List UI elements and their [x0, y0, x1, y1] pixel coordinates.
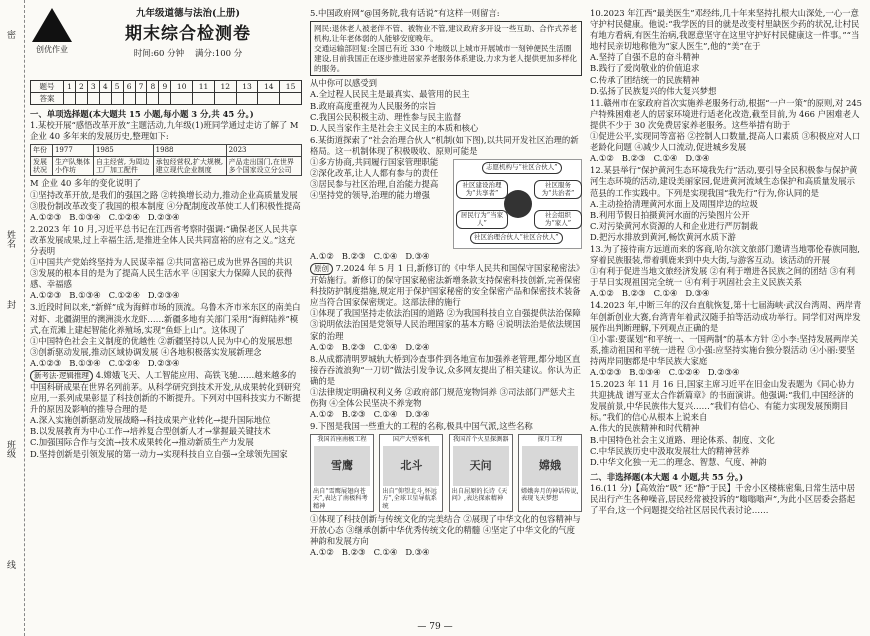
option[interactable]: D.中华文化独一无二的理念、智慧、气度、神韵	[590, 456, 767, 467]
poster-art: 天问	[453, 446, 509, 486]
option[interactable]: B.以发展教育为中心工作→培养复合型创新人才→掌握最关键技术	[30, 426, 271, 437]
option[interactable]: D.②③④	[147, 290, 180, 301]
diagram-node: 社会组织为“家人”	[534, 210, 582, 229]
option[interactable]: A.①②	[310, 409, 334, 420]
option[interactable]: C.①④	[373, 341, 398, 352]
name-label: 姓名	[5, 230, 15, 248]
answer-cell[interactable]	[280, 93, 302, 105]
option[interactable]: D.②③④	[147, 211, 180, 222]
option[interactable]: D.把污水排放到黄河,畅饮黄河水质下游	[590, 231, 736, 242]
question-items: ①中国特色社会主义制度的优越性 ②新疆坚持以人民为中心的发展思想 ③创新驱动发展,推动区域协调发展 ④各地积极落实发展新理念	[30, 335, 293, 357]
question-number: 14	[258, 81, 280, 93]
poster-art: 雪鹰	[314, 446, 370, 486]
options	[310, 409, 582, 420]
poster	[449, 434, 513, 512]
answer-row-label: 答案	[31, 93, 64, 105]
exam-subtitle: 九年级道德与法治(上册)	[136, 8, 240, 19]
question-13	[590, 244, 862, 299]
question-items: ①体现了我国坚持走依法治国的道路 ②为我国科技自立自强提供法治保障 ③说明依法治国是党领导人民治理国家的基本方略 ④说明法治是依法规国家的治理	[310, 308, 581, 341]
question-stem: 15.2023 年 11 月 16 日,国家主席习近平在旧金山发表题为《同心协力 共迎挑战 谱写亚太合作新篇章》的书面演讲。他强调:“我们,中国经济的发展前景,中华民族伟大复兴……”我们有信心、有能力实现发展预期目标。”我们的信心从根本上说来自	[590, 379, 855, 423]
option[interactable]: C.对污染黄河水资源的人和企业进行严厉制裁	[590, 220, 758, 231]
answer-table	[30, 80, 302, 105]
poster-caption: 我国首座南极工程	[317, 436, 367, 444]
diagram-node: 居民行为“当家人”	[456, 210, 508, 229]
question-11	[590, 98, 862, 165]
question-3	[30, 302, 302, 369]
question-items: ①有利于促进当地文旅经济发展 ②有利于增进各民族之间的团结 ③有利于早日实现祖国完全统一 ④有利于巩固社会主义民族关系	[590, 266, 855, 288]
option[interactable]: A.①②	[590, 153, 614, 164]
option[interactable]: B.②③	[621, 288, 646, 299]
option[interactable]: C.①②④	[108, 357, 140, 368]
question-stem: 14.2023 年,中断三年的汉台直航恢复,第十七届海峡·武汉台湾周、两岸青年创新创业大赛,台湾青年着武汉随手拍等活动成功举行。同学们对两岸发展作出判断理解,下列观点正确的是	[590, 300, 862, 333]
answer-cell[interactable]	[111, 93, 123, 105]
option[interactable]: B.②③	[341, 341, 366, 352]
option[interactable]: B.①③④	[69, 211, 101, 222]
table-header: 1977	[52, 145, 93, 156]
option[interactable]: D.②④	[405, 341, 430, 352]
options	[590, 288, 862, 299]
option[interactable]: C.加强国际合作与交流→技术成果转化→推动新质生产力发展	[30, 437, 254, 448]
option[interactable]: B.①③④	[69, 357, 101, 368]
question-stem: 8.从成都清明罗城轨大桥到冷查事件到各地宣布加强养老管理,都分地区直接吞吞流浪狗“一刀切”做法引发争议,众多网友提出了相关建议。你认为正确的是	[310, 353, 581, 386]
answer-cell[interactable]	[171, 93, 193, 105]
question-number: 15	[280, 81, 302, 93]
option[interactable]: C.①④	[373, 251, 398, 262]
options	[310, 547, 582, 558]
question-stem: 1.某校开展“感悟改革开放”主题活动,九年级(1)班同学通过走访了解了 M 企业 40 多年来的发展历史,整理如下:	[30, 120, 299, 142]
binding-margin	[0, 0, 25, 636]
question-stem: 11.赣州市在家政府首次实施养老服务行动,根据“一户一策”的原则,对 245 户特殊困难老人的居家环境进行适老化改造,截至目前,为 466 户困难老人提供不少于 30 次免费居家养老服务。这些举措有助于	[590, 97, 862, 130]
question-items: ①坚持改革开放,是我们的强国之路 ②转换增长动力,推动企业高质量发展 ③股份制改革改变了我国的根本制度 ④分配制度改革使工人们积极性提高	[30, 189, 301, 211]
question-stem: 6.某街道探索了“社会治理合伙人”机制(如下图),以共同开发社区治理的新格局。这一机制体现了积极吸收、原则可能是	[310, 134, 579, 156]
question-stem: M 企业 40 多年的变化说明了	[30, 178, 141, 189]
column-left	[30, 8, 302, 461]
options	[310, 251, 582, 262]
options	[310, 342, 582, 353]
option[interactable]: B.中国特色社会主义道路、理论体系、制度、文化	[590, 434, 775, 445]
governance-diagram	[453, 159, 582, 249]
option[interactable]: A.①②	[310, 547, 334, 558]
page-number: — 79 —	[417, 622, 453, 632]
q1-data-table	[30, 144, 302, 176]
option[interactable]: B.①③④	[629, 367, 661, 377]
answer-cell[interactable]	[193, 93, 215, 105]
question-stem: 16.(11 分)【高效治“吸” 还“静”于民】千舍小区楼栋密集,日常生活中居民出行产生各种噪音,居民经常被投诉的“嗡嗡嗡声”,为此小区居委会搭起了平台,这一个问题提交给社区居民代表讨论……	[590, 482, 856, 516]
question-stem: 3.近段时间以来,“新鲜”成为海鲜市场的顶流。乌鲁木齐市米东区的南美白对虾、北疆湖里的澳洲淡水龙虾……新疆多地有关部门采用“海鲜陆养”模式,在荒滩上建起智能化养殖场,实现“鱼虾上山”。这体现了	[30, 302, 301, 335]
option[interactable]: C.①④	[373, 547, 398, 558]
option[interactable]: C.①②④	[108, 211, 140, 222]
table-header: 年份	[31, 145, 53, 156]
answer-cell[interactable]	[258, 93, 280, 105]
option[interactable]: A.主动捡拾清理黄河水面上及周围岸边的垃圾	[590, 198, 758, 209]
option[interactable]: C.①②④	[108, 290, 140, 301]
question-16	[590, 483, 862, 516]
option[interactable]: D.③④	[405, 547, 430, 558]
answer-cell[interactable]	[159, 93, 171, 105]
option[interactable]: B.政府高度重视为人民服务的宗旨	[310, 100, 437, 111]
option[interactable]: D.③④	[685, 153, 710, 164]
poster-art: 北斗	[383, 446, 439, 486]
question-tag: 原创	[310, 263, 333, 275]
option[interactable]: D.弘扬了民族复兴的伟大复兴梦想	[590, 85, 717, 96]
diagram-hub-icon	[504, 190, 532, 218]
question-items: ①中国共产党始终坚持为人民谋幸福 ②共同富裕已成为世界各国的共识 ③发展的根本目的是为了提高人民生活水平 ④国家大力保障人民的获得感、幸福感	[30, 257, 293, 290]
question-stem: 从中你可以感受到	[310, 78, 377, 89]
answer-cell[interactable]	[75, 93, 87, 105]
brand-name: 创优作业	[36, 45, 68, 54]
option[interactable]: B.利用节假日拍摄黄河水面的污染图片公开	[590, 209, 750, 220]
section-heading: 二、非选择题(本大题 4 小题,共 55 分。)	[590, 471, 744, 482]
poster-art: 嫦娥	[522, 446, 578, 486]
question-stem: 7.2024 年 5 月 1 日,新修订的《中华人民共和国保守国家秘密法》开始施行。新修订的保守国家秘密法新增条款支持保密科技创新,完善保密科技防护制度措施,规定用于保护国家秘密的安全保密产品和保密技术装备应当符合国家保密规定。这部法律的施行	[310, 263, 581, 308]
table-header: 2023	[226, 145, 301, 156]
diagram-node: 志愿机构与“社区合伙人”	[482, 162, 562, 173]
table-cell: 产品走出国门,在世界多个国家设立分公司	[226, 156, 301, 176]
option[interactable]: C.传承了团结统一的民族精神	[590, 74, 700, 85]
option[interactable]: D.②③④	[707, 367, 740, 377]
poster-desc: 出自屈原的长诗《天问》,表达探索精神	[451, 487, 508, 503]
question-number: 1	[64, 81, 76, 93]
question-5	[310, 8, 582, 134]
table-cell: 自主经营, 为周边工厂加工配件	[93, 156, 153, 176]
question-14	[590, 300, 862, 378]
poster-caption: 国产大型客机	[392, 436, 430, 444]
question-items: ①促进公平,实现同等富裕 ②控制人口数量,提高人口素质 ③积极应对人口老龄化问题 ④减少人口流动,促进城乡发展	[590, 131, 861, 153]
question-items: ①法律规定明确权利义务 ②政府部门规范宠物饲养 ③司法部门严惩犬主伤狗 ④全体公民坚决不养宠物	[310, 386, 575, 409]
option[interactable]: A.①②	[310, 341, 334, 352]
option[interactable]: C.①④	[373, 409, 398, 420]
question-number: 7	[135, 81, 147, 93]
question-items: ①体现了科技创新与传统文化的完美结合 ②展现了中华文化的包容精神与开放心态 ③继承创新中华优秀传统文化的精髓 ④坚定了中华文化的气度神韵和发展方向	[310, 514, 581, 547]
question-items: ①多方协商,共同履行国家管理职能 ②深化改革,让人人都有参与的责任 ③居民参与社区治理,自治能力提高 ④坚持党的领导,治理的能力增强	[310, 157, 439, 201]
option[interactable]: C.①④	[653, 288, 678, 299]
seal-mark: 线	[5, 560, 15, 569]
option[interactable]: A.①②③	[590, 367, 622, 377]
question-8	[310, 354, 582, 421]
answer-cell[interactable]	[64, 93, 76, 105]
poster-desc: 出自“仰望北斗,怀远方”,全球卫星导航系统	[382, 487, 437, 510]
question-number: 2	[75, 81, 87, 93]
exam-meta	[74, 49, 302, 60]
column-middle	[310, 8, 582, 559]
option[interactable]: B.②③	[341, 547, 366, 558]
option[interactable]: D.②③④	[147, 357, 180, 368]
poster	[379, 434, 443, 512]
question-number: 10	[171, 81, 193, 93]
message-box: 网民:退休老人被老伴不管、被物业不管,建议政府多开设一些互助、合作式养老机构,让年老体弱的人能够安度晚年。 交通运输部回复:全国已有近 330 个地级以上城市开展城市一刻钟便民生活圈建设,目前我国正在逐步推进居家养老服务体系建设,力求为老人提供更加多样化的服务。	[310, 21, 582, 76]
question-number: 12	[214, 81, 236, 93]
brand-logo	[30, 8, 74, 64]
question-number: 4	[99, 81, 111, 93]
question-items: ①小霏:要谋划“和平统一、一国两制”的基本方针 ②小李:坚持发展两岸关系,推动祖国和平统一进程 ③小强:应坚持实施台独分裂活动 ④小丽:要坚持两岸同胞都是中华民族大家庭	[590, 333, 859, 366]
table-cell: 承包经营权,扩大规模,建立现代企业制度	[153, 156, 226, 176]
question-10	[590, 8, 862, 97]
option[interactable]: A.①②③	[30, 211, 62, 222]
option[interactable]: B.②③	[341, 251, 366, 262]
option[interactable]: A.全过程人民民主是最真实、最管用的民主	[310, 89, 470, 100]
answer-cell[interactable]	[214, 93, 236, 105]
question-12	[590, 165, 862, 243]
exam-title: 期末综合检测卷	[125, 23, 251, 44]
seal-mark: 封	[5, 300, 15, 309]
option[interactable]: A.①②③	[30, 357, 62, 368]
question-7	[310, 263, 582, 353]
question-9	[310, 421, 582, 558]
exam-score: 满分:100 分	[194, 48, 243, 59]
question-stem: 5.中国政府网“@国务院,我有话说”有这样一则留言:	[310, 8, 500, 18]
option[interactable]: B.②③	[341, 409, 366, 420]
diagram-node: 社区服务为“共治者”	[534, 180, 582, 199]
question-stem: 4.嫦娥飞天、人工智能应用、高铁飞驰……越来越多的中国科研成果在世界名列前茅。从科学研究到技术开发,从成果转化到研究应用,一系列成果彰显了科技创新的不断提升。下列对中国科技实力不断提升的原因及影响的推导合理的是	[30, 370, 301, 415]
question-1	[30, 120, 302, 223]
question-number: 13	[236, 81, 258, 93]
table-cell: 生产队集体小作坊	[52, 156, 93, 176]
option[interactable]: D.③④	[405, 409, 430, 420]
question-number: 5	[111, 81, 123, 93]
option[interactable]: D.③④	[685, 288, 710, 299]
options	[590, 153, 862, 164]
option[interactable]: A.伟大的民族精神和时代精神	[590, 423, 700, 434]
option[interactable]: C.①④	[653, 153, 678, 164]
option[interactable]: A.坚持了自强不息的奋斗精神	[590, 52, 700, 63]
question-stem: 2.2023 年 10 月,习近平总书记在江西省考察时强调:“确保老区人民共享改革发展成果,过上幸福生活,是推进全体人民共同富裕的应有之义。”这充分表明	[30, 223, 298, 257]
option[interactable]: D.坚持创新是引领发展的第一动力→实现科技自立自强→全球领先国家	[30, 448, 288, 459]
question-stem: 9.下图是我国一些重大的工程的名称,极具中国气派,这些名称	[310, 421, 533, 432]
answer-table-header: 题号	[31, 81, 64, 93]
question-stem: 12.某县举行“保护黄河生态环境我先行”活动,要引导全民积极参与保护黄河生态环境的活动,建设美丽家园,促进黄河流域生态保护和高质量发展示范县的工作实践中。下列是实现我国“我先行”行为,你认同的是	[590, 165, 858, 198]
options	[590, 367, 862, 378]
question-4	[30, 370, 302, 460]
table-header: 1985	[93, 145, 153, 156]
option[interactable]: C.中华民族历史中汲取发展壮大的精神营养	[590, 445, 750, 456]
options	[30, 290, 302, 301]
option[interactable]: C.我国公民积极主动、理性参与民主监督	[310, 111, 462, 122]
answer-cell[interactable]	[123, 93, 135, 105]
question-stem: 10.2023 年江西“最美医生”邓经纬,几十年来坚持扎根大山深处,一心一意守护村民健康。他说:“我学医的目的就是改变村里缺医少药的状况,让村民有地方看病,有医生治病,我愿意坚守在这里守护好村民健康这一件事。”“当地村民亲切地称他为“家人医生”,他的“美”在于	[590, 8, 860, 52]
option[interactable]: A.深入实施创新驱动发展战略→科技成果产业转化→提升国际地位	[30, 415, 271, 426]
answer-cell[interactable]	[147, 93, 159, 105]
poster-caption: 探月工程	[537, 436, 563, 444]
question-number: 3	[87, 81, 99, 93]
options	[30, 358, 302, 369]
answer-cell[interactable]	[236, 93, 258, 105]
poster-row	[310, 434, 582, 512]
exam-time: 时间:60 分钟	[133, 48, 185, 59]
answer-cell[interactable]	[135, 93, 147, 105]
poster-desc: 嫦娥奔月的神话传说,表现飞天梦想	[520, 487, 579, 503]
option[interactable]: D.人民当家作主是社会主义民主的本质和核心	[310, 122, 479, 133]
triangle-logo-icon	[32, 8, 72, 42]
poster	[518, 434, 582, 512]
question-number: 8	[147, 81, 159, 93]
question-15	[590, 379, 862, 468]
option[interactable]: B.①③④	[69, 290, 101, 301]
column-right	[590, 8, 862, 517]
poster-desc: 出自“雪鹰展翅向苍天”,表达了南极科考精神	[313, 487, 368, 510]
question-6	[310, 135, 582, 262]
poster	[310, 434, 374, 512]
exam-header	[30, 8, 302, 78]
question-number: 11	[193, 81, 215, 93]
table-row-label: 发展状况	[31, 156, 53, 176]
diagram-node: 社区建设治理为“共享者”	[456, 180, 508, 199]
class-label: 班级	[5, 440, 15, 458]
option[interactable]: D.③④	[405, 251, 430, 262]
option[interactable]: C.①②④	[668, 367, 700, 377]
question-number: 9	[159, 81, 171, 93]
options	[30, 212, 302, 223]
answer-cell[interactable]	[87, 93, 99, 105]
question-2	[30, 224, 302, 302]
option[interactable]: A.①②	[310, 251, 334, 262]
section-heading: 一、单项选择题(本大题共 15 小题,每小题 3 分,共 45 分。)	[30, 109, 254, 119]
diagram-node: 社区治理合伙人“社区合伙人”	[470, 232, 563, 243]
poster-caption: 我国首个火星探测器	[452, 436, 509, 444]
option[interactable]: B.践行了爱岗敬业的价值追求	[590, 63, 700, 74]
option[interactable]: B.②③	[621, 153, 646, 164]
question-number: 6	[123, 81, 135, 93]
question-tag: 新考法·逻辑推理	[30, 370, 93, 382]
question-stem: 13.为了接待南方远道而来的客商,哈尔滨文旅部门邀请当地鄂伦春族同胞,穿着民族服装,带着驯鹿来到中央大街,与游客互动。该活动的开展	[590, 243, 860, 266]
table-header: 1988	[153, 145, 226, 156]
option[interactable]: A.①②③	[30, 290, 62, 301]
answer-cell[interactable]	[99, 93, 111, 105]
option[interactable]: A.①②	[590, 288, 614, 299]
seal-mark: 密	[5, 30, 15, 39]
